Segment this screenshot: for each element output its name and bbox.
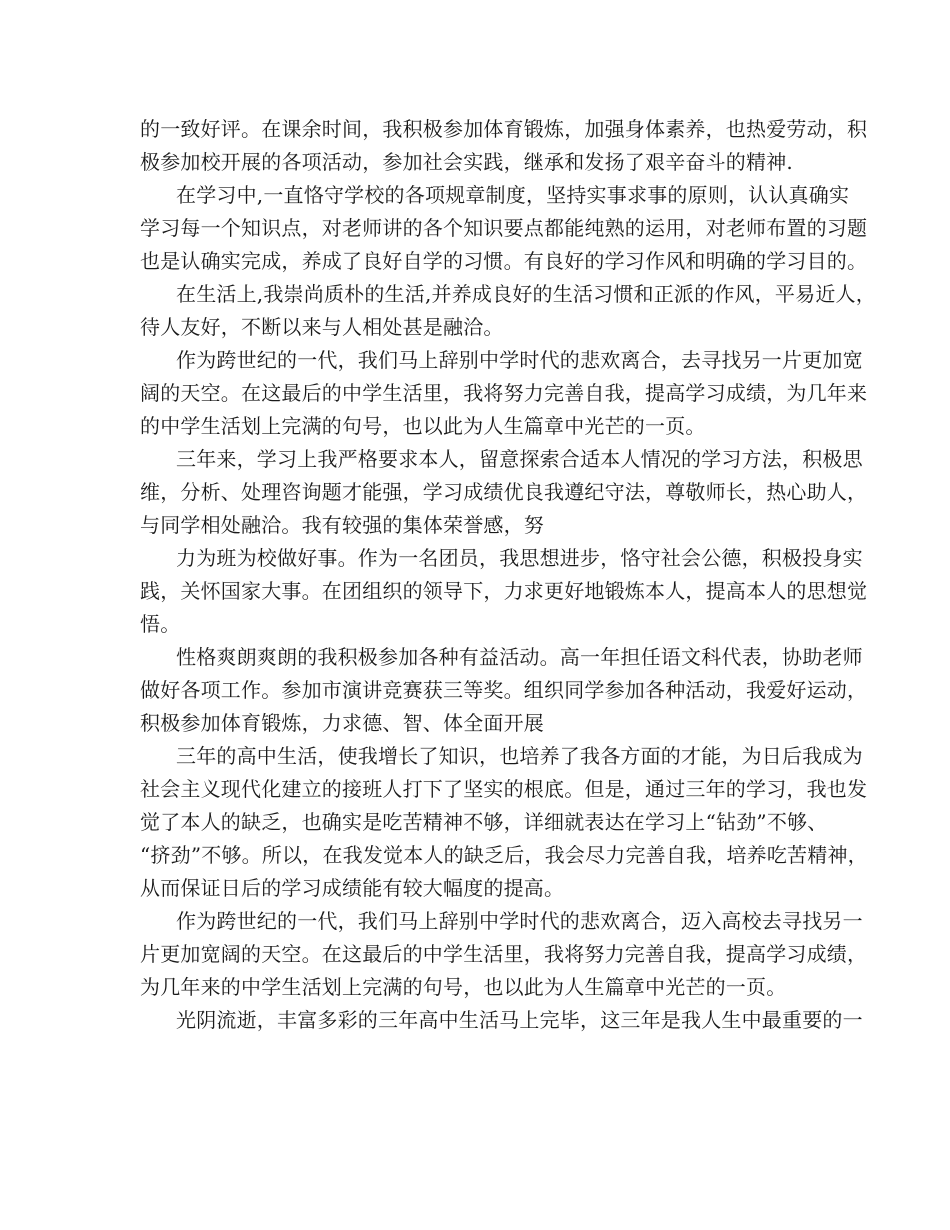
text-line: 践，关怀国家大事。在团组织的领导下，力求更好地锻炼本人，提高本人的思想觉 [140, 579, 868, 603]
text-line: 积极参加体育锻炼，力求德、智、体全面开展 [140, 711, 544, 735]
text-line: 从而保证日后的学习成绩能有较大幅度的提高。 [140, 876, 565, 900]
paragraph-start-line: 作为跨世纪的一代，我们马上辞别中学时代的悲欢离合，去寻找另一片更加宽 [176, 348, 863, 372]
text-line: 学习每一个知识点，对老师讲的各个知识要点都能纯熟的运用，对老师布置的习题 [140, 216, 868, 240]
text-line: 也是认确实完成，养成了良好自学的习惯。有良好的学习作风和明确的学习目的。 [140, 249, 868, 273]
text-line: 做好各项工作。参加市演讲竞赛获三等奖。组织同学参加各种活动，我爱好运动， [140, 678, 868, 702]
paragraph-start-line: 作为跨世纪的一代，我们马上辞别中学时代的悲欢离合，迈入高校去寻找另一 [176, 909, 863, 933]
document-body [140, 113, 876, 1037]
text-line: 的中学生活划上完满的句号，也以此为人生篇章中光芒的一页。 [140, 414, 706, 438]
paragraph-start-line: 力为班为校做好事。作为一名团员，我思想进步，恪守社会公德，积极投身实 [176, 546, 863, 570]
paragraph-start-line: 在学习中,一直恪守学校的各项规章制度，坚持实事求事的原则，认认真确实 [176, 183, 850, 207]
text-line: 维，分析、处理咨询题才能强，学习成绩优良我遵纪守法，尊敬师长，热心助人， [140, 480, 868, 504]
text-line: 与同学相处融洽。我有较强的集体荣誉感，努 [140, 513, 544, 537]
text-line: 阔的天空。在这最后的中学生活里，我将努力完善自我，提高学习成绩，为几年来 [140, 381, 868, 405]
paragraph-start-line: 光阴流逝，丰富多彩的三年高中生活马上完毕，这三年是我人生中最重要的一 [176, 1008, 863, 1032]
paragraph-start-line: 在生活上,我崇尚质朴的生活,并养成良好的生活习惯和正派的作风，平易近人， [176, 282, 876, 306]
text-line: 的一致好评。在课余时间，我积极参加体育锻炼，加强身体素养，也热爱劳动，积 [140, 117, 868, 141]
text-line: “挤劲”不够。所以，在我发觉本人的缺乏后，我会尽力完善自我，培养吃苦精神， [140, 843, 868, 867]
text-line: 待人友好，不断以来与人相处甚是融洽。 [140, 315, 504, 339]
text-line: 为几年来的中学生活划上完满的句号，也以此为人生篇章中光芒的一页。 [140, 975, 787, 999]
text-line: 社会主义现代化建立的接班人打下了坚实的根底。但是，通过三年的学习，我也发 [140, 777, 868, 801]
text-line: 悟。 [140, 612, 181, 636]
paragraph-start-line: 三年来，学习上我严格要求本人，留意探索合适本人情况的学习方法，积极思 [176, 447, 863, 471]
text-line: 极参加校开展的各项活动，参加社会实践，继承和发扬了艰辛奋斗的精神. [140, 150, 793, 174]
paragraph-start-line: 三年的高中生活，使我增长了知识，也培养了我各方面的才能，为日后我成为 [176, 744, 863, 768]
paragraph-start-line: 性格爽朗爽朗的我积极参加各种有益活动。高一年担任语文科代表，协助老师 [176, 645, 863, 669]
text-line: 觉了本人的缺乏，也确实是吃苦精神不够，详细就表达在学习上“钻劲”不够、 [140, 810, 828, 834]
text-line: 片更加宽阔的天空。在这最后的中学生活里，我将努力完善自我，提高学习成绩， [140, 942, 868, 966]
